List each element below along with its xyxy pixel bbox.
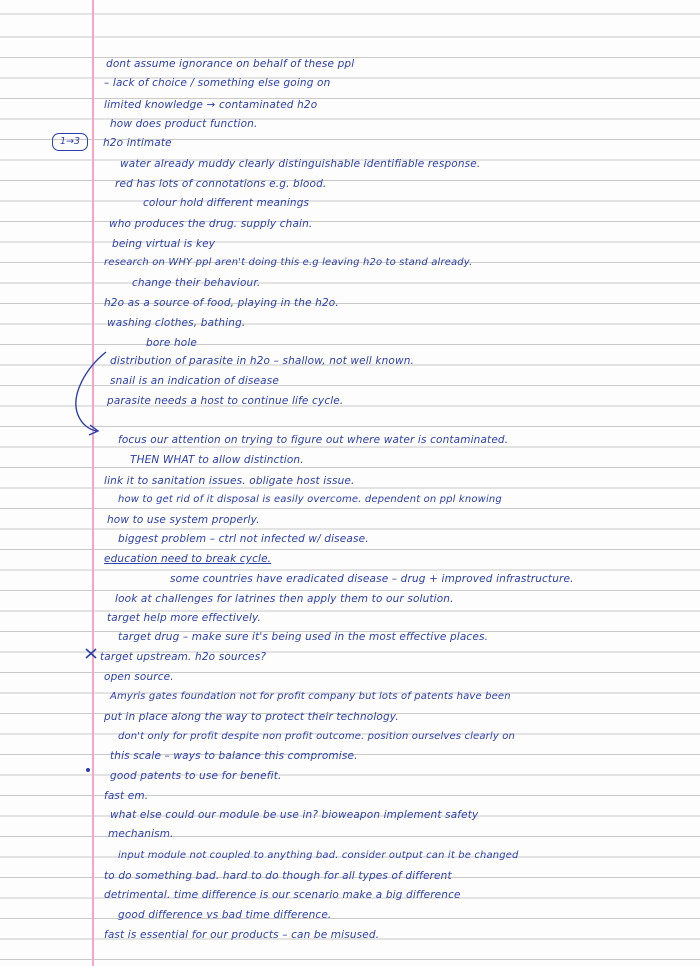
note-line: this scale – ways to balance this compromise. [110, 750, 358, 762]
note-line: – lack of choice / something else going on [104, 77, 331, 89]
note-line: input module not coupled to anything bad. consider output can it be changed [118, 850, 519, 861]
note-line: research on WHY ppl aren't doing this e.g leaving h2o to stand already. [104, 257, 473, 268]
note-line: washing clothes, bathing. [107, 317, 246, 329]
note-line: dont assume ignorance on behalf of these ppl [106, 58, 355, 70]
note-line: snail is an indication of disease [110, 375, 279, 387]
page-label-box: 1→3 [52, 133, 88, 151]
note-line: how to get rid of it disposal is easily overcome. dependent on ppl knowing [118, 494, 502, 505]
note-line: h2o intimate [103, 137, 172, 149]
note-line: link it to sanitation issues. obligate host issue. [104, 475, 355, 487]
note-line: water already muddy clearly distinguishable identifiable response. [120, 158, 481, 170]
note-line: target upstream. h2o sources? [100, 651, 267, 663]
note-line: h2o as a source of food, playing in the h2o. [104, 297, 339, 309]
note-line: good patents to use for benefit. [110, 770, 282, 782]
note-line: fast is essential for our products – can be misused. [104, 929, 380, 941]
note-line: change their behaviour. [132, 277, 261, 289]
note-line: how does product function. [110, 118, 258, 130]
note-line: target drug – make sure it's being used in the most effective places. [118, 631, 489, 643]
note-line: mechanism. [108, 828, 174, 840]
note-line: open source. [104, 671, 174, 683]
note-line: limited knowledge → contaminated h2o [104, 99, 318, 111]
note-line: don't only for profit despite non profit outcome. position ourselves clearly on [118, 731, 515, 742]
note-line: bore hole [146, 337, 198, 349]
note-line: good difference vs bad time difference. [118, 909, 332, 921]
note-line: being virtual is key [112, 238, 216, 250]
note-line: who produces the drug. supply chain. [109, 218, 313, 230]
note-line: colour hold different meanings [143, 197, 310, 209]
note-line: target help more effectively. [107, 612, 262, 624]
note-line: distribution of parasite in h2o – shallow, not well known. [110, 355, 414, 367]
note-line: THEN WHAT to allow distinction. [130, 454, 304, 466]
note-line: look at challenges for latrines then apply them to our solution. [115, 593, 454, 605]
note-line: fast em. [104, 790, 149, 802]
note-line: what else could our module be use in? bioweapon implement safety [110, 809, 479, 821]
note-line: to do something bad. hard to do though for all types of different [104, 870, 452, 882]
note-line: some countries have eradicated disease – drug + improved infrastructure. [170, 573, 574, 585]
note-line: Amyris gates foundation not for profit company but lots of patents have been [110, 691, 511, 702]
note-line: focus our attention on trying to figure out where water is contaminated. [118, 434, 509, 446]
note-line: education need to break cycle. [104, 553, 272, 565]
note-line: parasite needs a host to continue life cycle. [107, 395, 344, 407]
note-line: red has lots of connotations e.g. blood. [115, 178, 327, 190]
note-line: put in place along the way to protect their technology. [104, 711, 399, 723]
note-line: how to use system properly. [107, 514, 260, 526]
note-line: detrimental. time difference is our scenario make a big difference [104, 889, 461, 901]
note-line: biggest problem – ctrl not infected w/ disease. [118, 533, 369, 545]
